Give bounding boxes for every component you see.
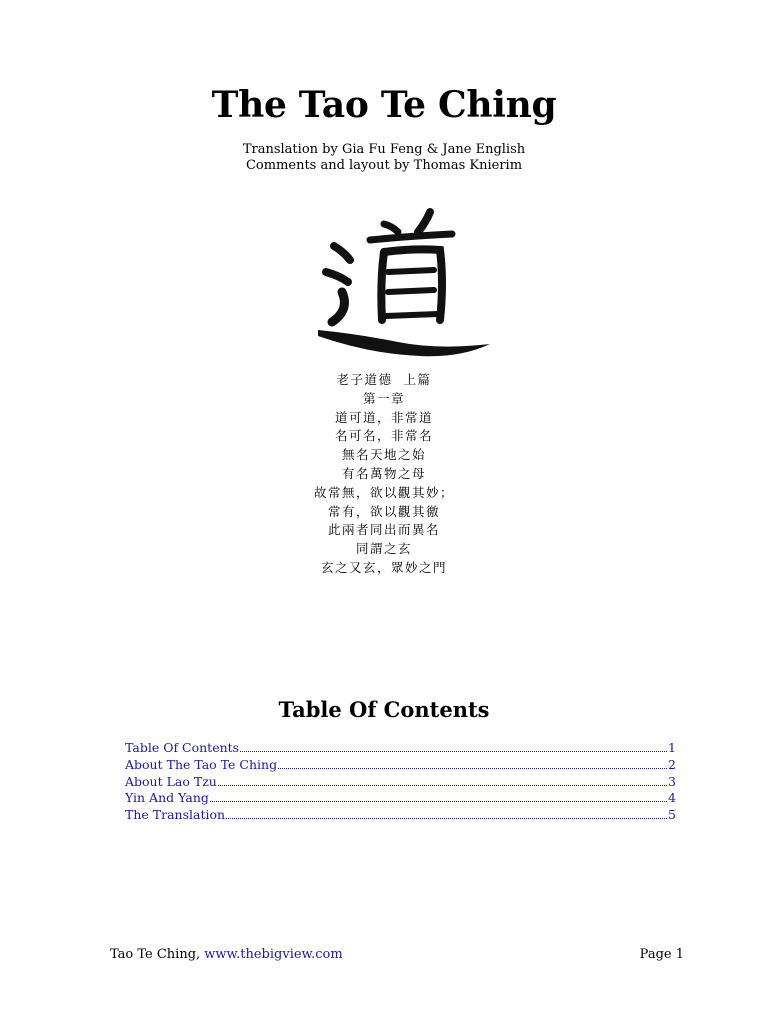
verse-line: 道可道，非常道 [334,409,433,425]
credits [0,142,768,174]
verse-line: 老子道德 上篇 [336,372,432,387]
toc-entry-page: 1 [668,740,676,755]
chinese-verse [0,371,768,578]
verse-line: 有名萬物之母 [341,465,426,481]
translation-credit: Translation by Gia Fu Feng & Jane English [242,142,526,157]
toc-entry-the-translation[interactable] [125,807,676,824]
verse-line: 同謂之玄 [355,541,412,557]
toc-leader-dots [240,751,667,752]
verse-line: 此兩者同出而異名 [327,522,440,538]
toc-leader-dots [210,801,667,802]
toc-entry-page: 3 [668,773,676,789]
verse-line: 無名天地之始 [341,447,426,463]
tao-character-icon [312,206,492,364]
toc-heading: Table Of Contents [278,697,490,722]
document-title: The Tao Te Ching [211,84,557,126]
toc-entry-title: Table Of Contents [125,740,240,755]
footer-text: Tao Te Ching, [110,947,205,962]
layout-credit: Comments and layout by Thomas Knierim [245,158,523,173]
toc-leader-dots [218,785,667,786]
verse-line: 常有，欲以觀其徼 [327,503,440,519]
verse-line: 第一章 [362,390,405,406]
toc-entry-about-tao-te-ching[interactable] [125,757,676,774]
verse-line: 名可名，非常名 [334,428,433,444]
toc-entry-page: 2 [668,756,676,772]
website-link[interactable]: www.thebigview.com [204,947,343,962]
footer-source [110,947,343,962]
toc-entry-title: About Lao Tzu [125,773,217,789]
toc-entry-page: 4 [668,790,676,806]
verse-line: 故常無，欲以觀其妙； [313,484,454,500]
verse-line: 玄之又玄，眾妙之門 [320,559,447,575]
tao-calligraphy-image [312,206,492,364]
toc-entry-yin-and-yang[interactable] [125,790,676,807]
toc-leader-dots [278,768,667,769]
table-of-contents [125,740,676,824]
toc-leader-dots [226,818,667,819]
page-number: Page 1 [639,947,684,962]
toc-entry-about-lao-tzu[interactable] [125,774,676,791]
toc-entry-table-of-contents[interactable] [125,740,676,757]
toc-entry-title: About The Tao Te Ching [125,756,278,772]
toc-entry-title: Yin And Yang [125,790,209,806]
toc-entry-page: 5 [668,807,676,823]
toc-entry-title: The Translation [125,807,226,823]
